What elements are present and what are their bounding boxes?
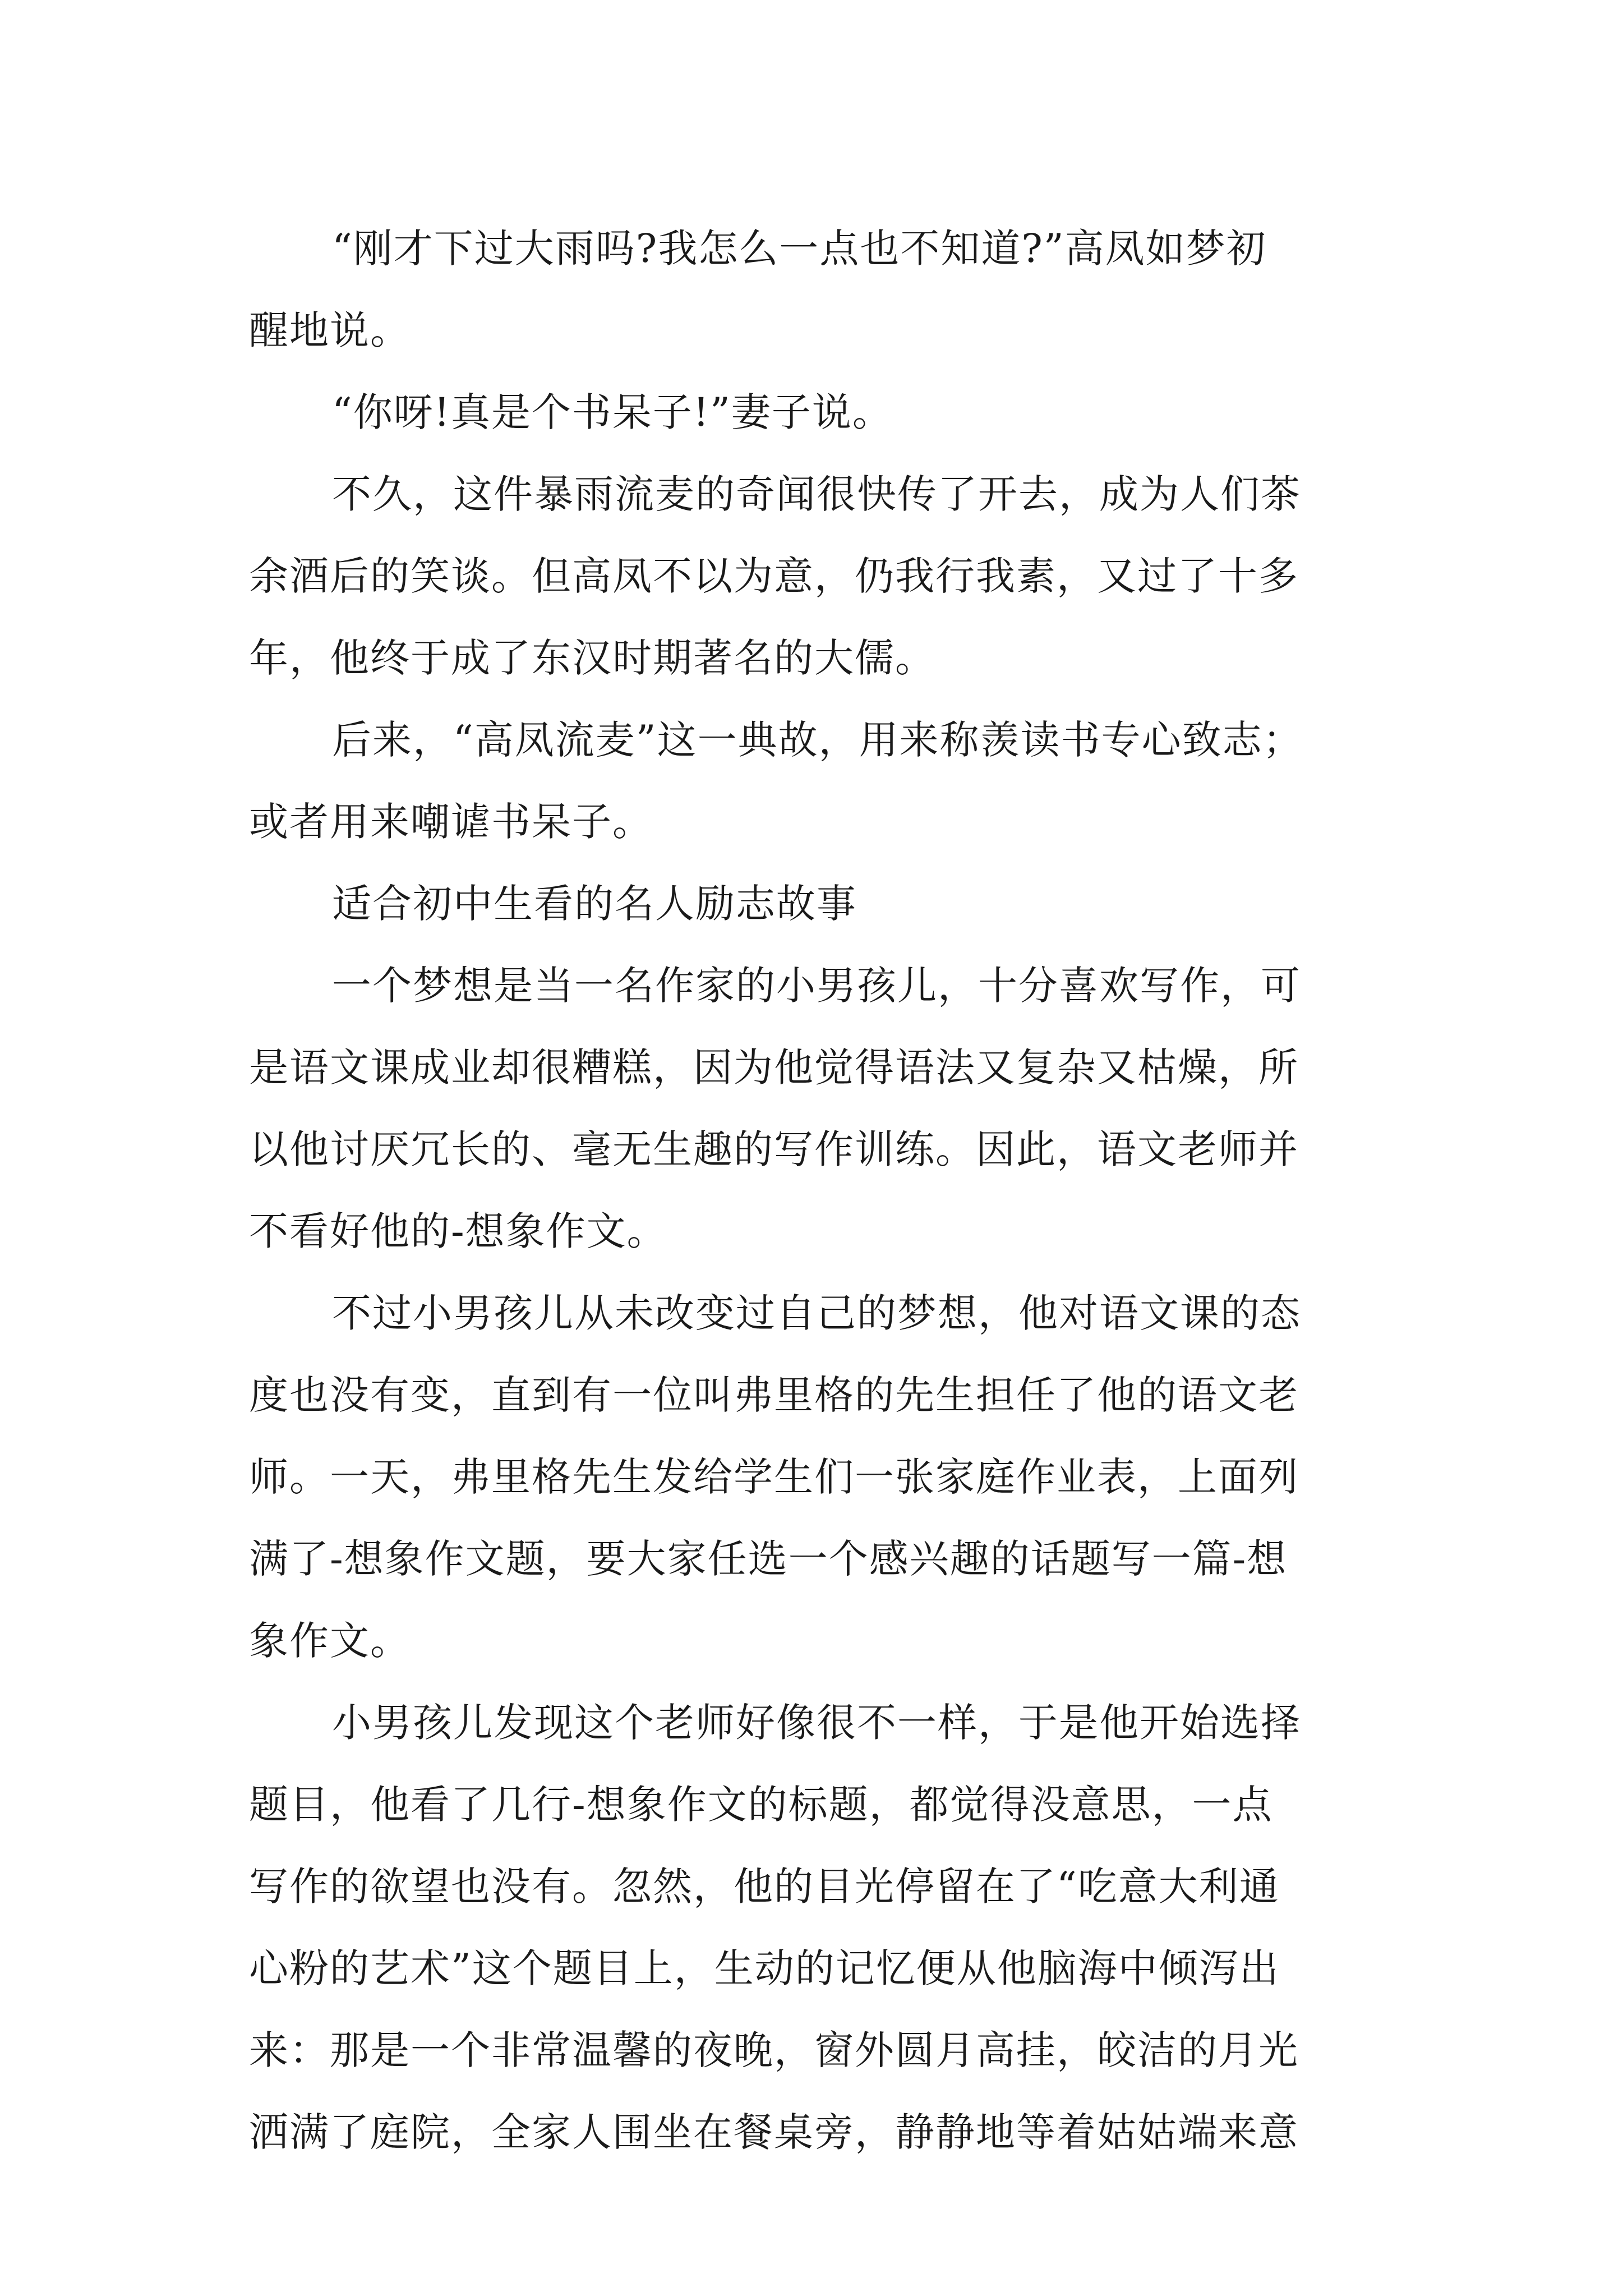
paragraph-5 bbox=[249, 945, 1387, 1272]
text-line: 后来，“高凤流麦”这一典故，用来称羡读书专心致志； bbox=[332, 717, 1303, 763]
text-line: 小男孩儿发现这个老师好像很不一样，于是他开始选择 bbox=[332, 1700, 1301, 1746]
text-line: 度也没有变，直到有一位叫弗里格的先生担任了他的语文老 bbox=[249, 1372, 1299, 1418]
text-line: 以他讨厌冗长的、毫无生趣的写作训练。因此，语文老师并 bbox=[249, 1126, 1299, 1172]
text-line: 师。一天，弗里格先生发给学生们一张家庭作业表，上面列 bbox=[249, 1454, 1299, 1500]
text-line: 题目，他看了几行-想象作文的标题，都觉得没意思，一点 bbox=[249, 1782, 1273, 1828]
document-body bbox=[249, 208, 1387, 2173]
text-line: 写作的欲望也没有。忽然，他的目光停留在了“吃意大利通 bbox=[249, 1864, 1280, 1910]
text-line: 年，他终于成了东汉时期著名的大儒。 bbox=[249, 635, 935, 681]
text-line: 不过小男孩儿从未改变过自己的梦想，他对语文课的态 bbox=[332, 1290, 1301, 1336]
section-heading bbox=[249, 863, 1387, 945]
text-line: 象作文。 bbox=[249, 1618, 411, 1664]
text-line: 醒地说。 bbox=[249, 307, 411, 353]
text-line: 洒满了庭院，全家人围坐在餐桌旁，静静地等着姑姑端来意 bbox=[249, 2109, 1299, 2155]
text-line: 心粉的艺术”这个题目上，生动的记忆便从他脑海中倾泻出 bbox=[249, 1945, 1280, 1991]
text-line: 余酒后的笑谈。但高凤不以为意，仍我行我素，又过了十多 bbox=[249, 553, 1299, 599]
text-line: 或者用来嘲谑书呆子。 bbox=[249, 799, 653, 845]
paragraph-7 bbox=[249, 1682, 1387, 2173]
paragraph-6 bbox=[249, 1272, 1387, 1682]
text-line: 不看好他的-想象作文。 bbox=[249, 1208, 667, 1254]
paragraph-4 bbox=[249, 699, 1387, 863]
paragraph-3 bbox=[249, 453, 1387, 699]
text-line: “刚才下过大雨吗?我怎么一点也不知道?”高凤如梦初 bbox=[332, 226, 1267, 272]
text-line: 不久，这件暴雨流麦的奇闻很快传了开去，成为人们茶 bbox=[332, 471, 1301, 517]
text-line: 一个梦想是当一名作家的小男孩儿，十分喜欢写作，可 bbox=[332, 963, 1301, 1009]
text-line: 是语文课成业却很糟糕，因为他觉得语法又复杂又枯燥，所 bbox=[249, 1045, 1299, 1091]
paragraph-2 bbox=[249, 371, 1387, 453]
text-line: 来：那是一个非常温馨的夜晚，窗外圆月高挂，皎洁的月光 bbox=[249, 2027, 1299, 2073]
paragraph-1 bbox=[249, 208, 1387, 371]
section-title: 适合初中生看的名人励志故事 bbox=[332, 881, 857, 927]
text-line: “你呀!真是个书呆子!”妻子说。 bbox=[332, 389, 893, 435]
text-line: 满了-想象作文题，要大家任选一个感兴趣的话题写一篇-想 bbox=[249, 1536, 1288, 1582]
